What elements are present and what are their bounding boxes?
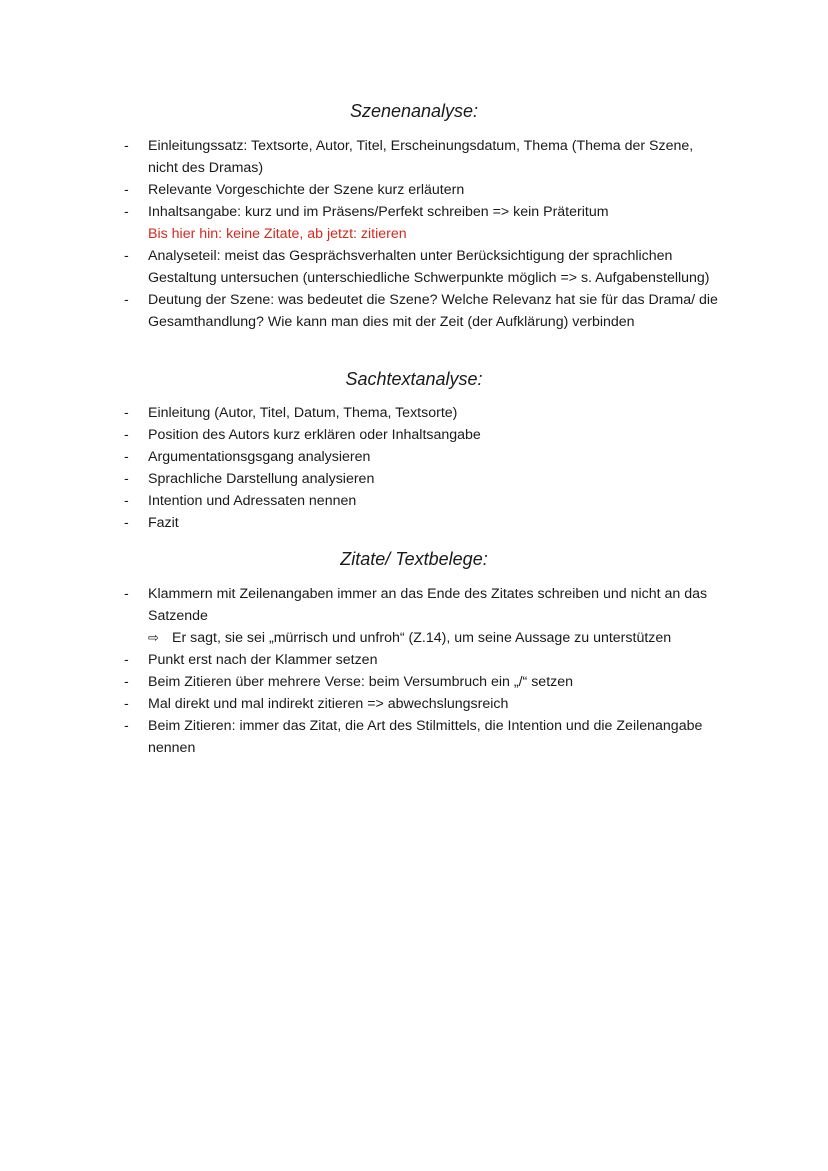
citation-note: Bis hier hin: keine Zitate, ab jetzt: zitieren [148, 226, 407, 242]
list-item-text: Beim Zitieren: immer das Zitat, die Art des Stilmittels, die Intention und die Zeilenangabe nennen [148, 718, 703, 756]
szenenanalyse-list [0, 135, 828, 333]
list-item-text: Argumentationsgsgang analysieren [148, 449, 371, 465]
bullet-dash: - [124, 292, 129, 308]
section-heading-szenenanalyse: Szenenanalyse: [349, 101, 479, 121]
bullet-dash: - [124, 652, 129, 668]
list-item-text: Fazit [148, 515, 179, 531]
list-item [0, 693, 720, 715]
bullet-dash: - [124, 471, 129, 487]
list-item [0, 583, 720, 649]
list-item-text: Beim Zitieren über mehrere Verse: beim Versumbruch ein „/“ setzen [148, 674, 574, 690]
bullet-dash: - [124, 427, 129, 443]
zitate-list [0, 583, 828, 759]
list-item-text: Relevante Vorgeschichte der Szene kurz erläutern [148, 182, 465, 198]
bullet-dash: - [124, 248, 129, 264]
list-item [0, 201, 720, 245]
list-item [0, 424, 720, 446]
list-item [0, 468, 720, 490]
bullet-dash: - [124, 586, 129, 602]
list-item [0, 446, 720, 468]
section-heading-zitate: Zitate/ Textbelege: [340, 549, 488, 569]
list-item-text: Inhaltsangabe: kurz und im Präsens/Perfekt schreiben => kein Präteritum [148, 204, 609, 220]
example-text: Er sagt, sie sei „mürrisch und unfroh“ (Z.14), um seine Aussage zu unterstützen [172, 630, 672, 646]
list-item [0, 512, 720, 534]
bullet-dash: - [124, 449, 129, 465]
bullet-dash: - [124, 674, 129, 690]
bullet-dash: - [124, 405, 129, 421]
list-item [0, 715, 720, 759]
list-item-text: Klammern mit Zeilenangaben immer an das Ende des Zitates schreiben und nicht an das Satzende [148, 586, 708, 624]
list-item-text: Deutung der Szene: was bedeutet die Szene? Welche Relevanz hat sie für das Drama/ die Gesamthandlung? Wie kann man dies mit der Zeit (der Aufklärung) verbinden [148, 292, 718, 330]
bullet-dash: - [124, 718, 129, 734]
list-item [0, 402, 720, 424]
sachtextanalyse-list [0, 402, 828, 534]
list-item [0, 671, 720, 693]
list-item-text: Einleitungssatz: Textsorte, Autor, Titel, Erscheinungsdatum, Thema (Thema der Szene, nicht des Dramas) [148, 138, 694, 176]
bullet-dash: - [124, 204, 129, 220]
example-line [148, 627, 720, 649]
list-item [0, 490, 720, 512]
bullet-dash: - [124, 138, 129, 154]
list-item-text: Intention und Adressaten nennen [148, 493, 357, 509]
list-item-text: Einleitung (Autor, Titel, Datum, Thema, Textsorte) [148, 405, 458, 421]
section-heading-sachtextanalyse: Sachtextanalyse: [345, 369, 483, 389]
list-item [0, 289, 720, 333]
right-arrow-icon: ⇨ [148, 630, 159, 645]
list-item-text: Punkt erst nach der Klammer setzen [148, 652, 378, 668]
list-item-text: Sprachliche Darstellung analysieren [148, 471, 375, 487]
list-item [0, 245, 720, 289]
list-item-text: Position des Autors kurz erklären oder Inhaltsangabe [148, 427, 481, 443]
bullet-dash: - [124, 696, 129, 712]
bullet-dash: - [124, 515, 129, 531]
list-item [0, 649, 720, 671]
list-item [0, 179, 720, 201]
bullet-dash: - [124, 182, 129, 198]
list-item-text: Mal direkt und mal indirekt zitieren => abwechslungsreich [148, 696, 509, 712]
bullet-dash: - [124, 493, 129, 509]
list-item-text: Analyseteil: meist das Gesprächsverhalten unter Berücksichtigung der sprachlichen Gestaltung untersuchen (unterschiedliche Schwerpunkte möglich => s. Aufgabenstellung) [148, 248, 710, 286]
list-item [0, 135, 720, 179]
